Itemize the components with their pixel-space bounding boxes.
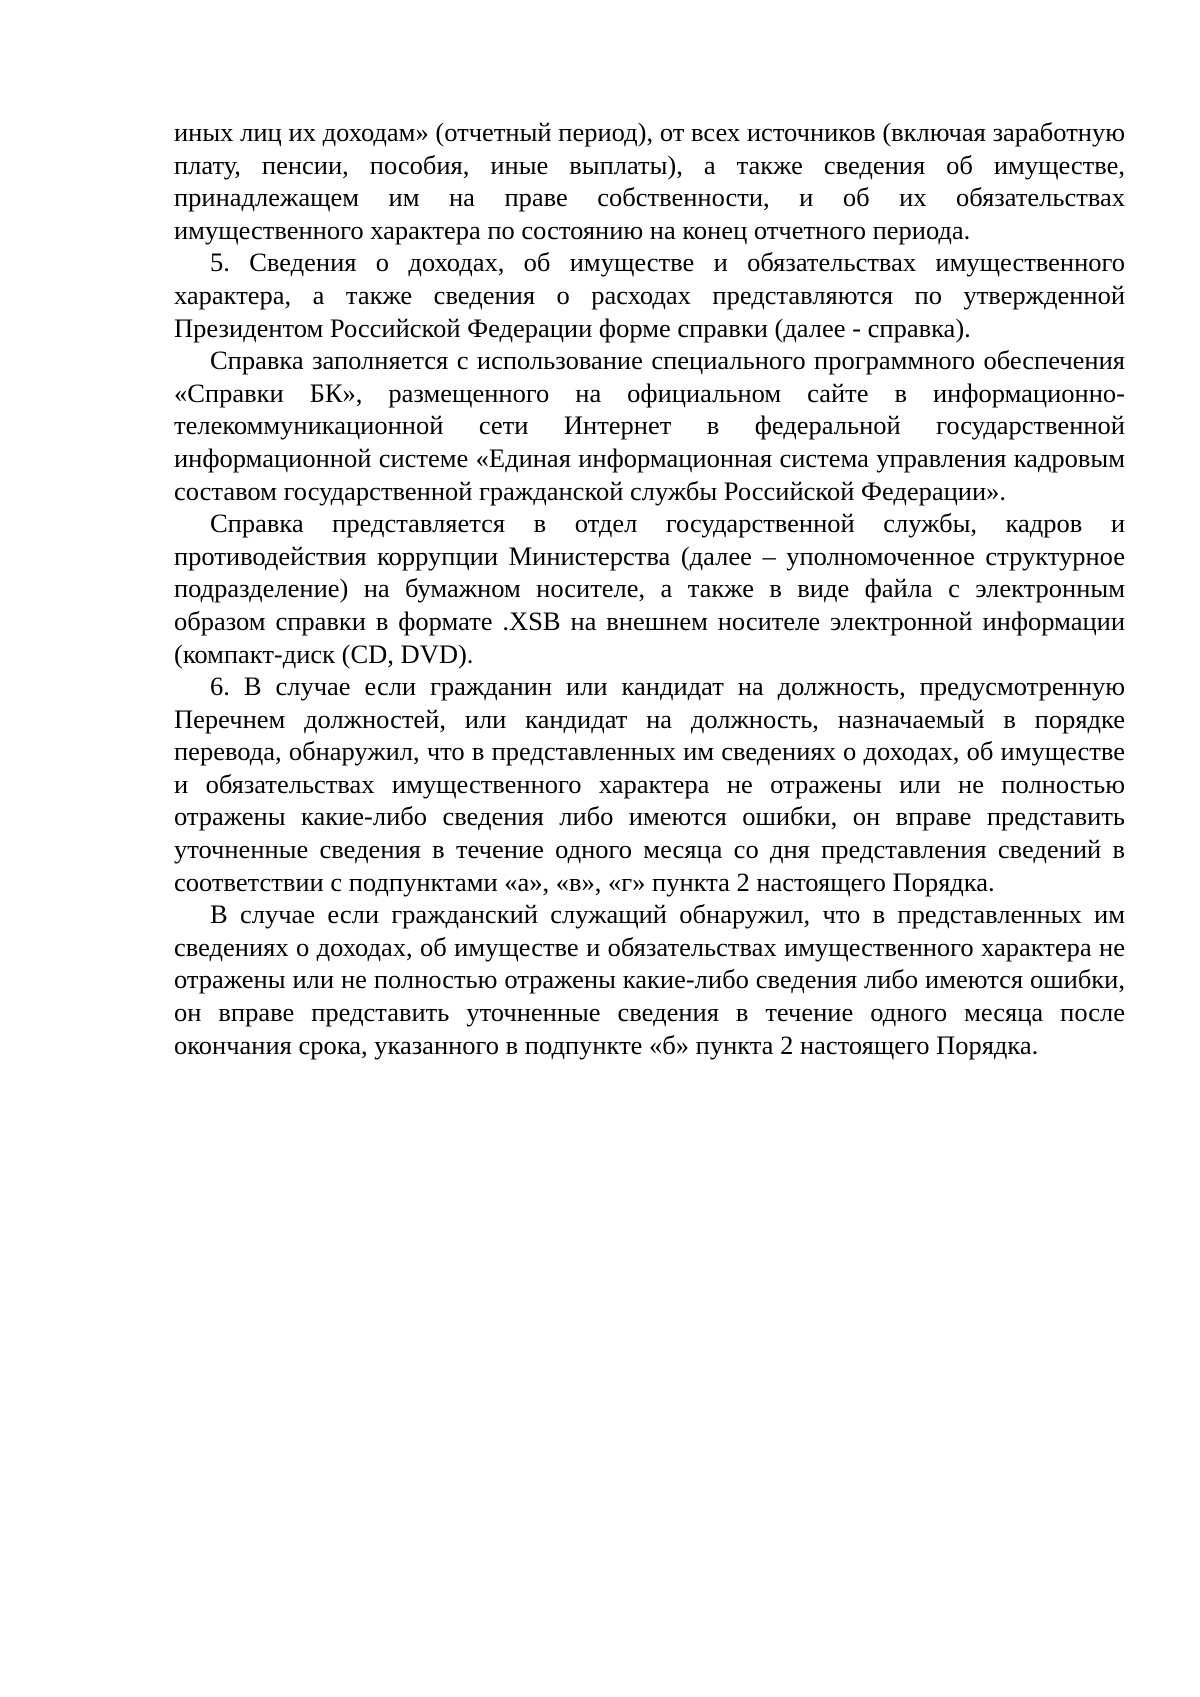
paragraph-item-6: 6. В случае если гражданин или кандидат на должность, предусмотренную Перечнем должностей, или кандидат на должность, назначаемый в порядке перевода, обнаружил, что в представленных им сведениях о доходах, об имуществе и обязательствах имущественного характера не отражены или не полностью отражены какие-либо сведения либо имеются ошибки, он вправе представить уточненные сведения в течение одного месяца со дня представления сведений в соответствии с подпунктами «а», «в», «г» пункта 2 настоящего Порядка. <box>174 671 1125 897</box>
paragraph-continuation: иных лиц их доходам» (отчетный период), от всех источников (включая заработную плату, пенсии, пособия, иные выплаты), а также сведения об имуществе, принадлежащем им на праве собственности, и об их обязательствах имущественного характера по состоянию на конец отчетного периода. <box>174 117 1125 245</box>
document-body <box>174 116 1125 1061</box>
paragraph-item-5: 5. Сведения о доходах, об имуществе и обязательствах имущественного характера, а также сведения о расходах представляются по утвержденной Президентом Российской Федерации форме справки (далее - справка). <box>174 247 1125 343</box>
paragraph-submission: Справка представляется в отдел государственной службы, кадров и противодействия коррупции Министерства (далее – уполномоченное структурное подразделение) на бумажном носителе, а также в виде файла с электронным образом справки в формате .XSB на внешнем носителе электронной информации (компакт-диск (CD, DVD). <box>174 508 1125 669</box>
paragraph-software: Справка заполняется с использование специального программного обеспечения «Справки БК», размещенного на официальном сайте в информационно-телекоммуникационной сети Интернет в федеральной государственной информационной системе «Единая информационная система управления кадровым составом государственной гражданской службы Российской Федерации». <box>174 345 1125 506</box>
paragraph-civil-servant: В случае если гражданский служащий обнаружил, что в представленных им сведениях о доходах, об имуществе и обязательствах имущественного характера не отражены или не полностью отражены какие-либо сведения либо имеются ошибки, он вправе представить уточненные сведения в течение одного месяца после окончания срока, указанного в подпункте «б» пункта 2 настоящего Порядка. <box>174 899 1125 1060</box>
